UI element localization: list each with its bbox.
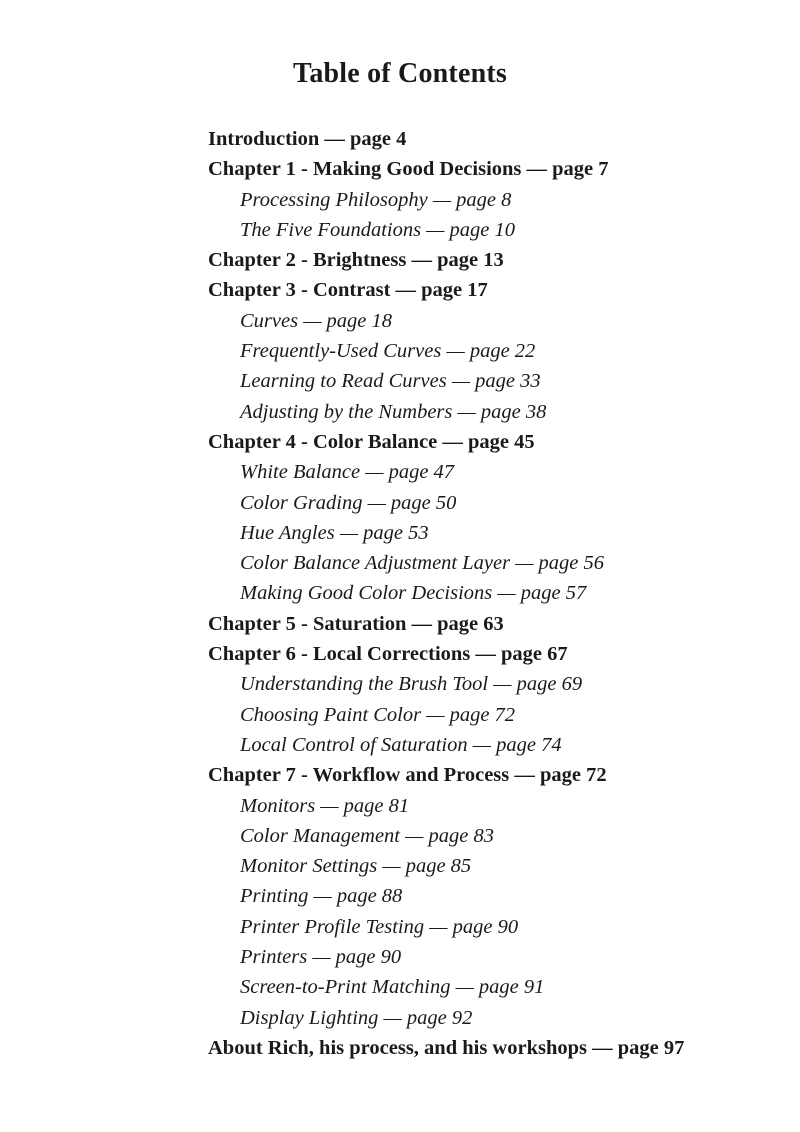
page-title: Table of Contents (293, 58, 507, 89)
toc-entry: Introduction — page 4 (208, 128, 407, 150)
toc-entry: White Balance — page 47 (240, 461, 455, 484)
toc-entry: Understanding the Brush Tool — page 69 (240, 673, 583, 696)
toc-entry: Chapter 5 - Saturation — page 63 (208, 612, 504, 635)
toc-entry: Monitor Settings — page 85 (240, 855, 472, 878)
toc-entry: Display Lighting — page 92 (240, 1006, 473, 1029)
toc-entry: Processing Philosophy — page 8 (240, 188, 512, 211)
toc-entry: Monitors — page 81 (240, 794, 410, 817)
toc-entry: Chapter 7 - Workflow and Process — page 72 (208, 764, 607, 787)
toc-entry: About Rich, his process, and his workshops — page 97 (208, 1036, 685, 1059)
toc-entry: Chapter 2 - Brightness — page 13 (208, 249, 504, 272)
toc-entry: Chapter 6 - Local Corrections — page 67 (208, 643, 568, 666)
toc-entry: Local Control of Saturation — page 74 (240, 733, 562, 756)
toc-entry: Making Good Color Decisions — page 57 (240, 582, 587, 605)
toc-entry: Chapter 3 - Contrast — page 17 (208, 279, 488, 302)
toc-entry: Printers — page 90 (240, 946, 402, 969)
toc-entry: Adjusting by the Numbers — page 38 (240, 400, 547, 423)
toc-entry: Color Management — page 83 (240, 824, 494, 847)
toc-entry: Color Balance Adjustment Layer — page 56 (240, 552, 605, 575)
toc-entry: Curves — page 18 (240, 309, 393, 332)
toc-list (0, 124, 800, 1063)
toc-entry: Frequently-Used Curves — page 22 (240, 340, 536, 363)
toc-entry: Learning to Read Curves — page 33 (240, 370, 541, 393)
toc-entry: Hue Angles — page 53 (240, 521, 429, 544)
toc-entry: The Five Foundations — page 10 (240, 218, 516, 241)
toc-entry: Color Grading — page 50 (240, 491, 457, 514)
toc-entry: Choosing Paint Color — page 72 (240, 703, 516, 726)
toc-entry: Chapter 1 - Making Good Decisions — page 7 (208, 158, 609, 181)
toc-entry: Chapter 4 - Color Balance — page 45 (208, 430, 535, 453)
toc-entry: Printer Profile Testing — page 90 (240, 915, 519, 938)
toc-entry: Screen-to-Print Matching — page 91 (240, 976, 545, 999)
toc-entry: Printing — page 88 (240, 885, 403, 908)
